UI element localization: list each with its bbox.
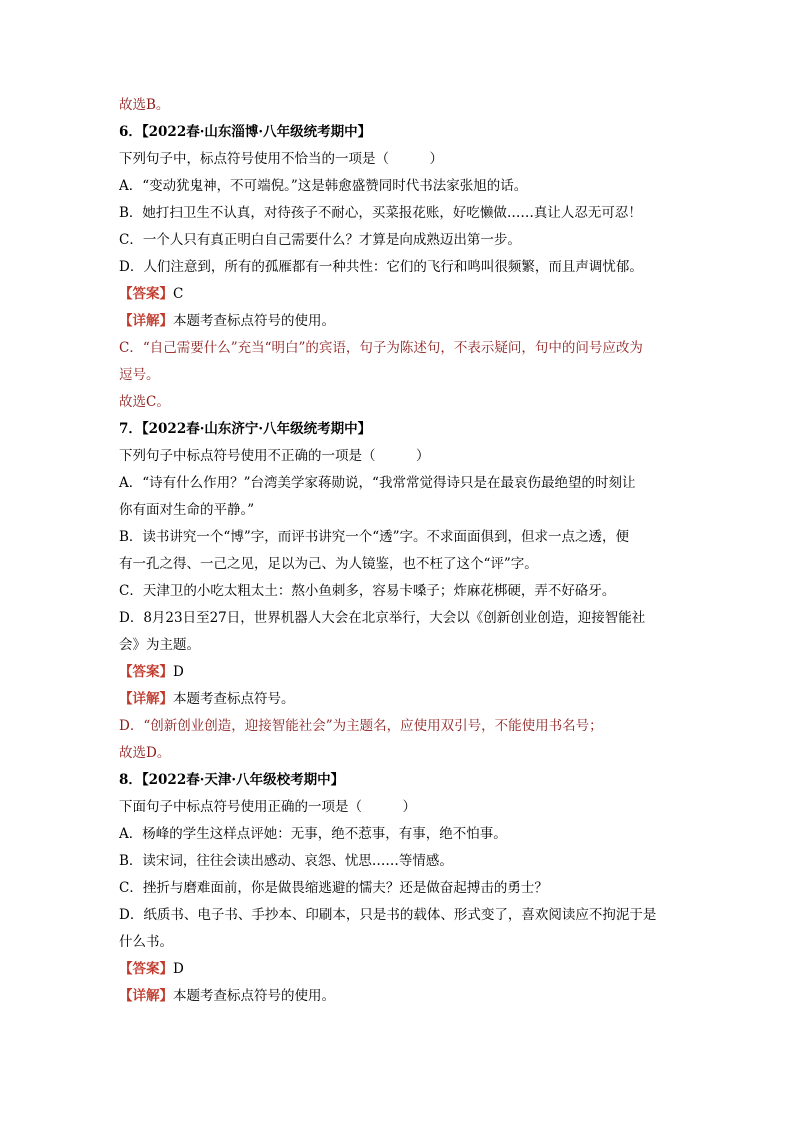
answer-line — [119, 308, 679, 335]
body-line: A．杨峰的学生这样点评她：无事，绝不惹事，有事，绝不怕事。 — [119, 826, 507, 842]
body-line: 下列句子中，标点符号使用不恰当的一项是（ ） — [119, 151, 443, 167]
explanation-line: 故选D。 — [119, 745, 171, 761]
body-line: A．“变动犹鬼神，不可端倪。”这是韩愈盛赞同时代书法家张旭的话。 — [119, 178, 528, 194]
body-line: C．天津卫的小吃太粗太土：熬小鱼刺多，容易卡嗓子；炸麻花梆硬，弄不好硌牙。 — [119, 583, 616, 599]
explanation-line: 故选B。 — [119, 97, 170, 113]
body-line: 你有面对生命的平静。” — [119, 502, 255, 518]
answer-tag: 【答案】 — [119, 286, 173, 302]
answer-tag: 【答案】 — [119, 664, 173, 680]
answer-tag: 【答案】 — [119, 961, 173, 977]
explanation-line: C．“自己需要什么”充当“明白”的宾语，句子为陈述句，不表示疑问，句中的问号应改为 — [119, 340, 643, 356]
answer-line — [119, 686, 679, 713]
answer-text: 本题考查标点符号的使用。 — [173, 988, 335, 1004]
explanation-line: 故选C。 — [119, 394, 170, 410]
question-heading: 6．【2022春·山东淄博·八年级统考期中】 — [119, 124, 372, 140]
explanation-line: D．“创新创业创造，迎接智能社会”为主题名，应使用双引号，不能使用书名号； — [119, 718, 603, 734]
body-line: D．人们注意到，所有的孤雁都有一种共性：它们的飞行和鸣叫很频繁，而且声调忧郁。 — [119, 259, 643, 275]
answer-line — [119, 659, 679, 686]
answer-text: 本题考查标点符号。 — [173, 691, 295, 707]
answer-text: D — [173, 961, 184, 977]
body-line: B．她打扫卫生不认真，对待孩子不耐心，买菜报花账，好吃懒做……真让人忍无可忍！ — [119, 205, 642, 221]
body-line: B．读书讲究一个“博”字，而评书讲究一个“透”字。不求面面俱到，但求一点之透，便 — [119, 529, 630, 545]
body-line: 什么书。 — [119, 934, 173, 950]
body-line: D．8月23日至27日，世界机器人大会在北京举行，大会以《创新创业创造，迎接智能社 — [119, 610, 646, 626]
document-page — [119, 92, 679, 1010]
answer-tag: 【详解】 — [119, 988, 173, 1004]
body-line: C．挫折与磨难面前，你是做畏缩逃避的懦夫？还是做奋起搏击的勇士？ — [119, 880, 548, 896]
body-line: C．一个人只有真正明白自己需要什么？才算是向成熟迈出第一步。 — [119, 232, 521, 248]
question-heading: 8．【2022春·天津·八年级校考期中】 — [119, 772, 345, 788]
answer-line — [119, 983, 679, 1010]
body-line: 下列句子中标点符号使用不正确的一项是（ ） — [119, 448, 430, 464]
answer-line — [119, 956, 679, 983]
explanation-line: 逗号。 — [119, 367, 160, 383]
body-line: A．“诗有什么作用？”台湾美学家蒋勋说，“我常常觉得诗只是在最哀伤最绝望的时刻让 — [119, 475, 636, 491]
answer-tag: 【详解】 — [119, 691, 173, 707]
answer-text: 本题考查标点符号的使用。 — [173, 313, 335, 329]
body-line: 有一孔之得、一己之见，足以为己、为人镜鉴，也不枉了这个“评”字。 — [119, 556, 538, 572]
body-line: B．读宋词，往往会读出感动、哀怨、忧思……等情感。 — [119, 853, 453, 869]
answer-tag: 【详解】 — [119, 313, 173, 329]
body-line: 会》为主题。 — [119, 637, 200, 653]
body-line: D．纸质书、电子书、手抄本、印刷本，只是书的载体、形式变了，喜欢阅读应不拘泥于是 — [119, 907, 657, 923]
question-heading: 7．【2022春·山东济宁·八年级统考期中】 — [119, 421, 372, 437]
body-line: 下面句子中标点符号使用正确的一项是（ ） — [119, 799, 416, 815]
answer-text: C — [173, 286, 184, 302]
answer-text: D — [173, 664, 184, 680]
answer-line — [119, 281, 679, 308]
